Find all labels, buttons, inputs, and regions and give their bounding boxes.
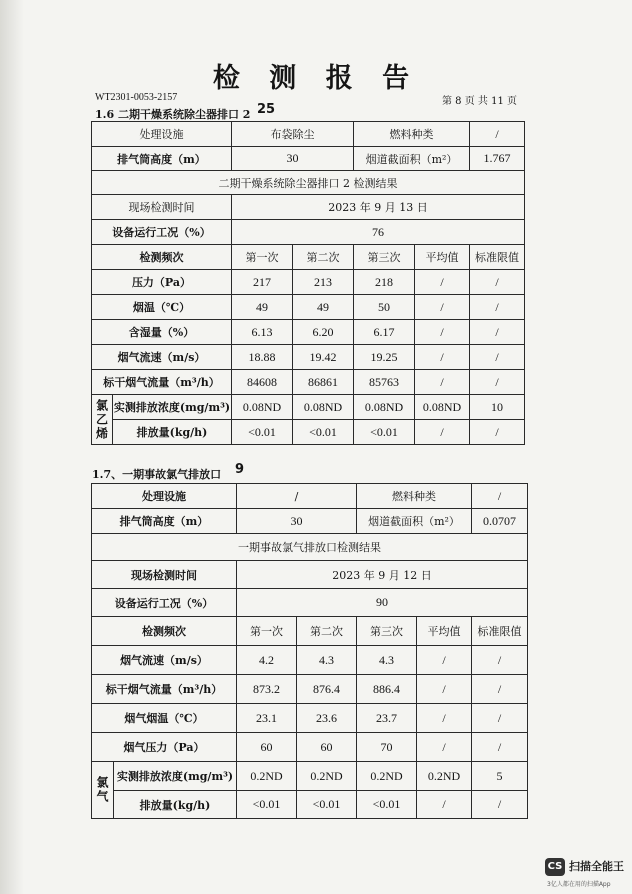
cell: /: [470, 270, 525, 295]
cell: 50: [354, 295, 415, 320]
cell: /: [472, 704, 528, 733]
col-header: 平均值: [417, 617, 472, 646]
row-label: 烟温（℃）: [92, 295, 232, 320]
col-header: 第三次: [354, 245, 415, 270]
cell: 218: [354, 270, 415, 295]
cell: 6.20: [293, 320, 354, 345]
results-table-1: [91, 121, 525, 445]
table-row: [92, 320, 525, 345]
cell: <0.01: [357, 791, 417, 819]
scan-shadow-edge: [0, 0, 24, 894]
cell: 86861: [293, 370, 354, 395]
row-label: 标干烟气流量（m³/h）: [92, 370, 232, 395]
table-row: [92, 295, 525, 320]
cell: <0.01: [232, 420, 293, 445]
load-label: 设备运行工况（%）: [92, 589, 237, 617]
cell: /: [470, 295, 525, 320]
fuel-value: /: [472, 484, 528, 509]
cell: 85763: [354, 370, 415, 395]
flue-area-value: 0.0707: [472, 509, 528, 534]
results-title: 一期事故氯气排放口检测结果: [92, 534, 528, 561]
cell: 4.2: [237, 646, 297, 675]
row-label: 烟气流速（m/s）: [92, 646, 237, 675]
watermark-tagline: 3亿人都在用的扫描App: [547, 881, 611, 888]
cell: 4.3: [357, 646, 417, 675]
table-row: [92, 675, 528, 704]
facility-value: 布袋除尘: [232, 122, 354, 147]
cell: 84608: [232, 370, 293, 395]
cell: <0.01: [237, 791, 297, 819]
facility-label: 处理设施: [92, 122, 232, 147]
report-id: WT2301-0053-2157: [95, 92, 178, 103]
table-row: [92, 762, 528, 791]
results-title: 二期干燥系统除尘器排口 2 检测结果: [92, 171, 525, 195]
table-row: [92, 345, 525, 370]
row-label: 烟气流速（m/s）: [92, 345, 232, 370]
row-label: 含湿量（%）: [92, 320, 232, 345]
cell: /: [472, 675, 528, 704]
time-label: 现场检测时间: [92, 195, 232, 220]
table-row: [92, 733, 528, 762]
table-row: [92, 395, 525, 420]
cell: 0.2ND: [297, 762, 357, 791]
flue-area-label: 烟道截面积（m²）: [354, 147, 470, 171]
watermark-app-name: 扫描全能王: [569, 860, 624, 873]
cell: /: [415, 370, 470, 395]
cell: /: [415, 295, 470, 320]
cell: 49: [232, 295, 293, 320]
table-row: [92, 270, 525, 295]
stack-height-value: 30: [237, 509, 357, 534]
table-row: [92, 791, 528, 819]
report-title: 检 测 报 告: [212, 63, 420, 94]
cell: /: [472, 791, 528, 819]
cell: 6.17: [354, 320, 415, 345]
cell: /: [472, 646, 528, 675]
cell: 4.3: [297, 646, 357, 675]
pollutant-name: 氯乙烯: [92, 395, 113, 445]
cell: /: [415, 320, 470, 345]
cell: /: [415, 270, 470, 295]
facility-value: /: [237, 484, 357, 509]
cell: <0.01: [297, 791, 357, 819]
cell: /: [470, 345, 525, 370]
stack-height-label: 排气筒高度（m）: [92, 509, 237, 534]
freq-label: 检测频次: [92, 245, 232, 270]
cell: 70: [357, 733, 417, 762]
row-label: 排放量(kg/h): [114, 791, 237, 819]
cell: /: [470, 370, 525, 395]
cell: /: [417, 646, 472, 675]
page-info: 第 8 页 共 11 页: [442, 96, 517, 107]
load-label: 设备运行工况（%）: [92, 220, 232, 245]
cell: /: [417, 733, 472, 762]
camscanner-logo-icon: CS: [545, 858, 565, 876]
cell: 0.08ND: [232, 395, 293, 420]
load-value: 76: [232, 220, 525, 245]
col-header: 标准限值: [470, 245, 525, 270]
stack-height-label: 排气筒高度（m）: [92, 147, 232, 171]
cell: 60: [237, 733, 297, 762]
time-label: 现场检测时间: [92, 561, 237, 589]
fuel-value: /: [470, 122, 525, 147]
cell: /: [415, 420, 470, 445]
cell: /: [472, 733, 528, 762]
cell: 23.6: [297, 704, 357, 733]
row-label: 标干烟气流量（m³/h）: [92, 675, 237, 704]
handwritten-mark: 9: [235, 462, 245, 477]
table-row: [92, 420, 525, 445]
table-row: [92, 646, 528, 675]
row-label: 压力（Pa）: [92, 270, 232, 295]
table-row: [92, 704, 528, 733]
cell: 217: [232, 270, 293, 295]
cell: 0.2ND: [237, 762, 297, 791]
cell: 5: [472, 762, 528, 791]
results-table-2: [91, 483, 528, 819]
cell: /: [417, 675, 472, 704]
cell: 0.08ND: [293, 395, 354, 420]
section-heading: 1.7、一期事故氯气排放口: [92, 468, 222, 481]
col-header: 第一次: [237, 617, 297, 646]
fuel-label: 燃料种类: [357, 484, 472, 509]
cell: /: [415, 345, 470, 370]
row-label: 烟气压力（Pa）: [92, 733, 237, 762]
cell: 49: [293, 295, 354, 320]
col-header: 平均值: [415, 245, 470, 270]
cell: 23.7: [357, 704, 417, 733]
freq-label: 检测频次: [92, 617, 237, 646]
cell: /: [470, 420, 525, 445]
cell: 0.08ND: [354, 395, 415, 420]
table-row: [92, 370, 525, 395]
cell: 19.42: [293, 345, 354, 370]
section-heading: 1.6 二期干燥系统除尘器排口 2: [95, 108, 251, 121]
cell: 18.88: [232, 345, 293, 370]
cell: 0.08ND: [415, 395, 470, 420]
cell: 873.2: [237, 675, 297, 704]
time-value: 2023 年 9 月 13 日: [232, 195, 525, 220]
cell: <0.01: [354, 420, 415, 445]
cell: 0.2ND: [357, 762, 417, 791]
row-label: 烟气烟温（℃）: [92, 704, 237, 733]
cell: <0.01: [293, 420, 354, 445]
col-header: 标准限值: [472, 617, 528, 646]
col-header: 第二次: [297, 617, 357, 646]
col-header: 第三次: [357, 617, 417, 646]
pollutant-name: 氯气: [92, 762, 114, 819]
fuel-label: 燃料种类: [354, 122, 470, 147]
time-value: 2023 年 9 月 12 日: [237, 561, 528, 589]
cell: 23.1: [237, 704, 297, 733]
row-label: 实测排放浓度(mg/m³): [114, 762, 237, 791]
cell: 886.4: [357, 675, 417, 704]
cell: 6.13: [232, 320, 293, 345]
row-label: 排放量(kg/h): [113, 420, 232, 445]
col-header: 第二次: [293, 245, 354, 270]
cell: 10: [470, 395, 525, 420]
cell: /: [470, 320, 525, 345]
cell: 60: [297, 733, 357, 762]
flue-area-label: 烟道截面积（m²）: [357, 509, 472, 534]
cell: 876.4: [297, 675, 357, 704]
handwritten-mark: 25: [257, 102, 276, 117]
cell: /: [417, 704, 472, 733]
col-header: 第一次: [232, 245, 293, 270]
facility-label: 处理设施: [92, 484, 237, 509]
stack-height-value: 30: [232, 147, 354, 171]
cell: /: [417, 791, 472, 819]
load-value: 90: [237, 589, 528, 617]
row-label: 实测排放浓度(mg/m³): [113, 395, 232, 420]
cell: 213: [293, 270, 354, 295]
flue-area-value: 1.767: [470, 147, 525, 171]
cell: 0.2ND: [417, 762, 472, 791]
cell: 19.25: [354, 345, 415, 370]
